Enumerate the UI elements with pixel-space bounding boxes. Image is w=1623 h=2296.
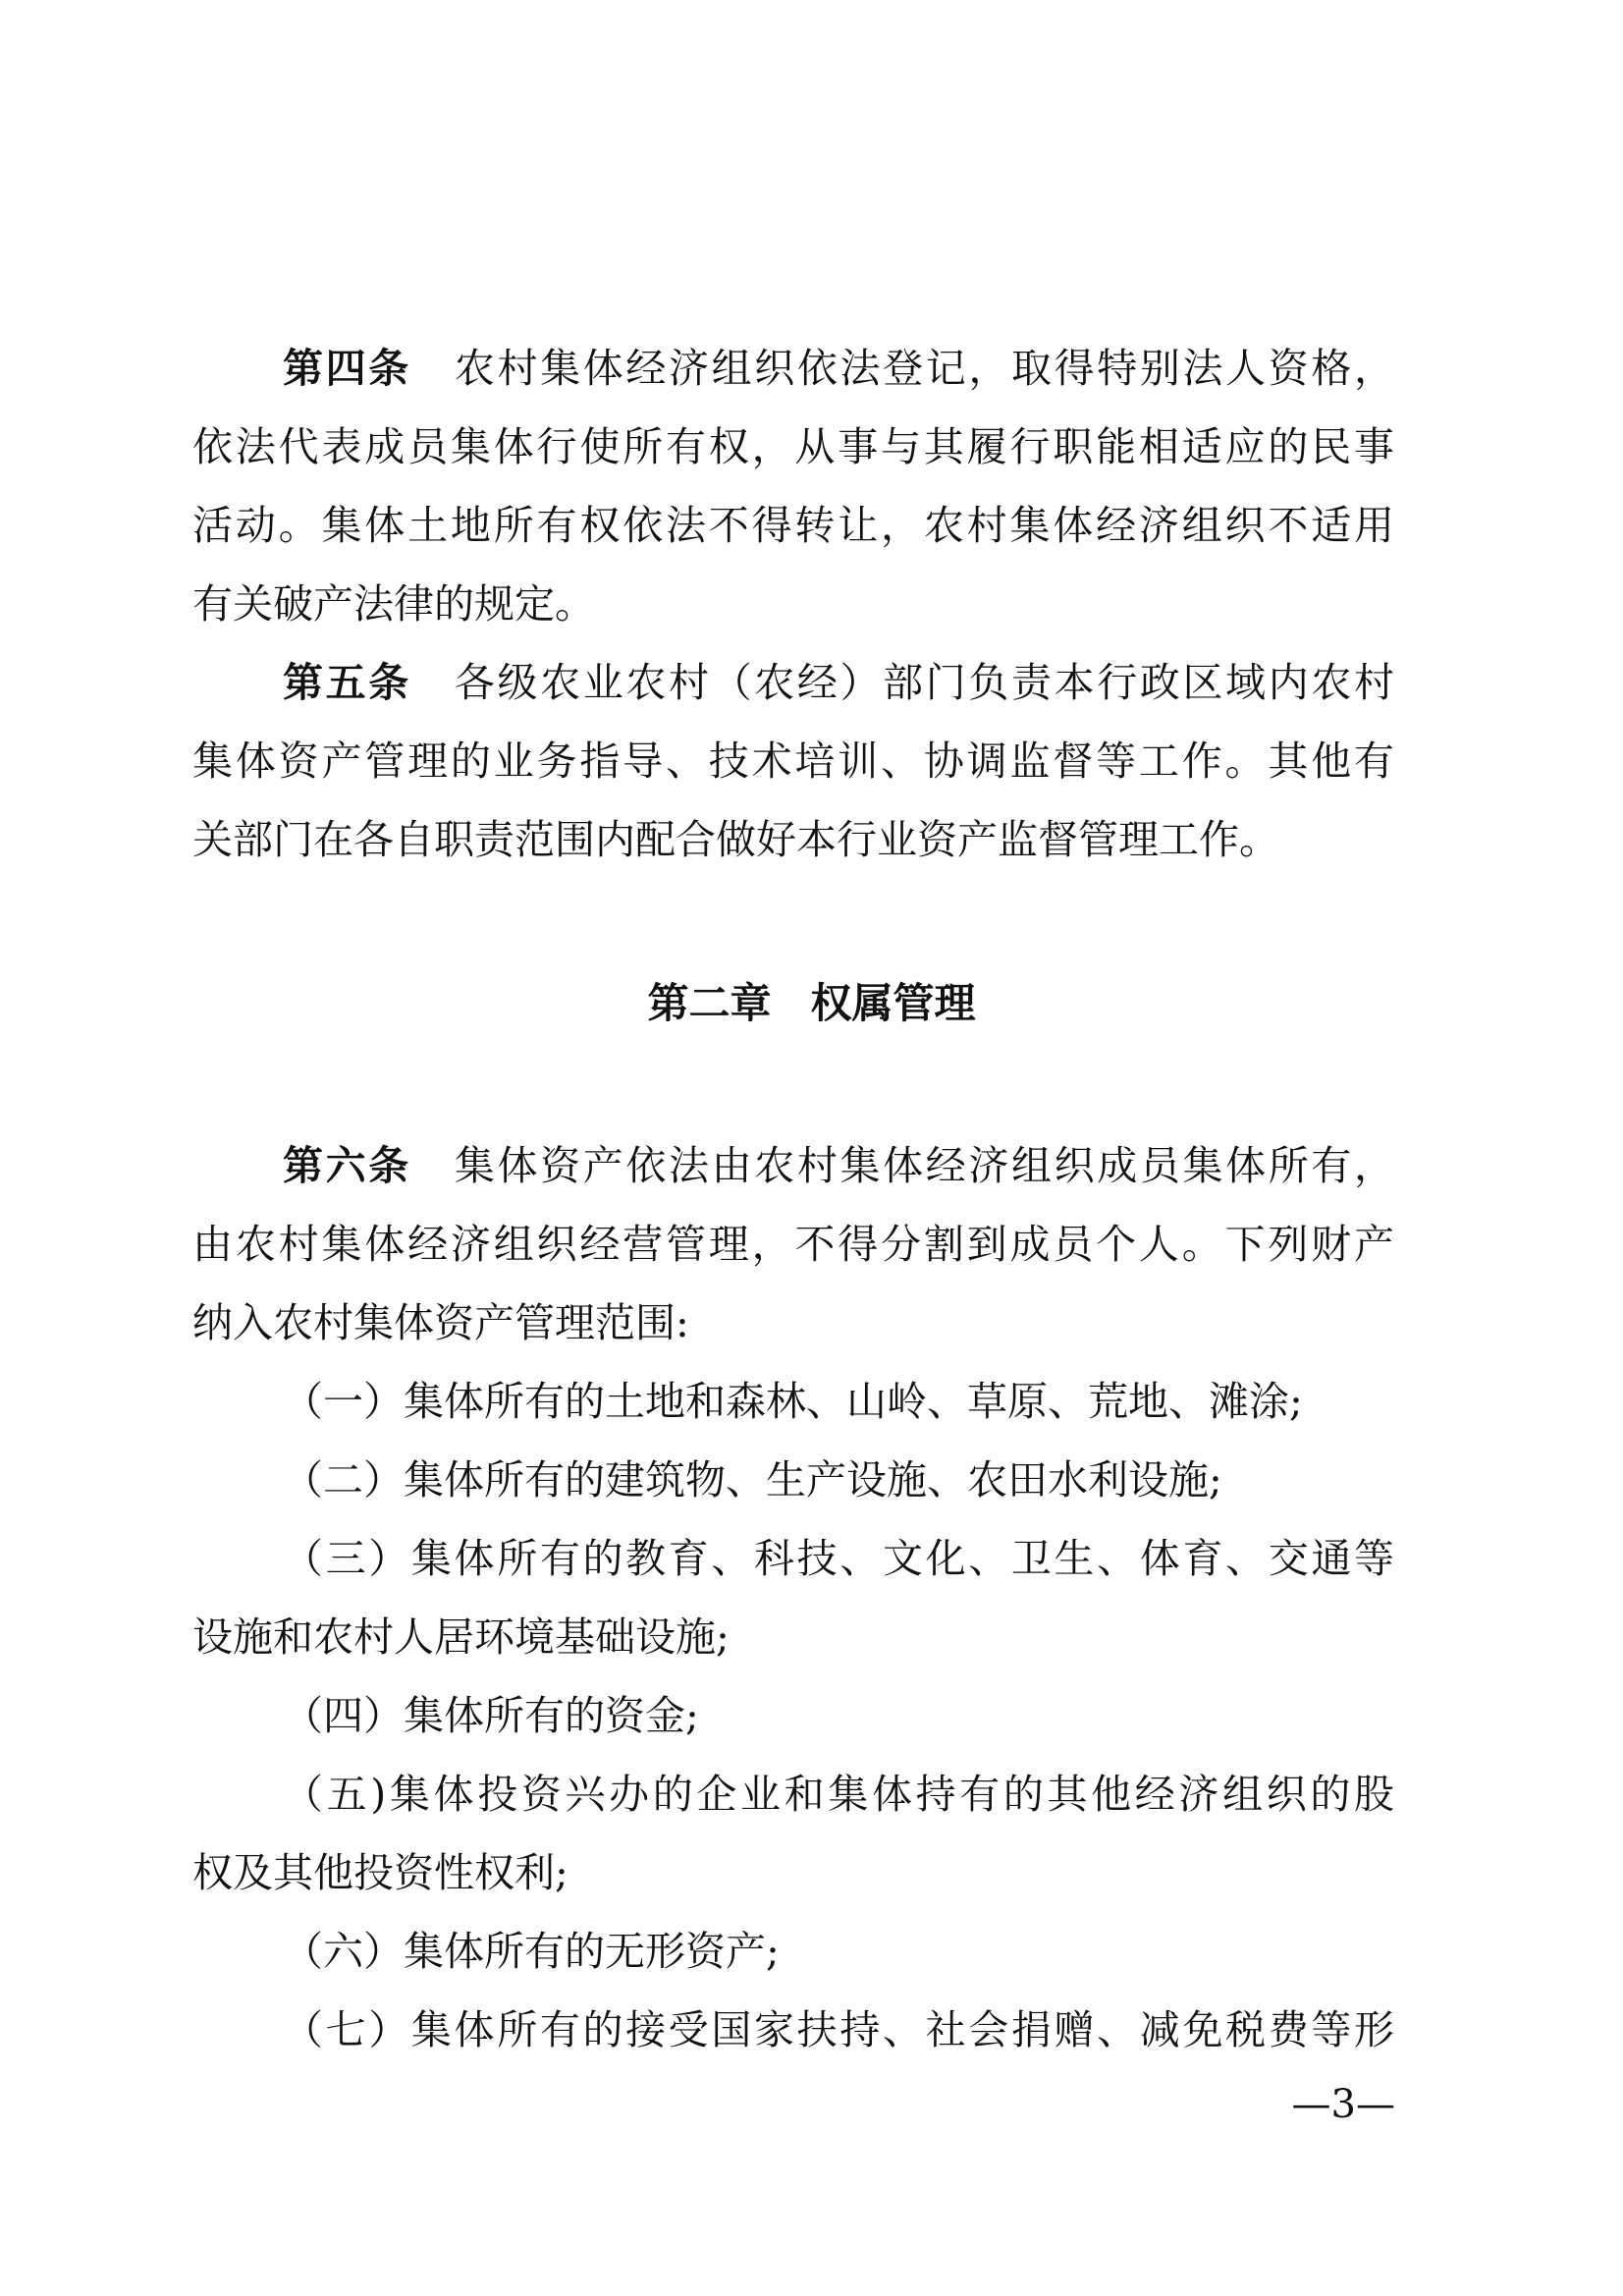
list-item-1: （一）集体所有的土地和森林、山岭、草原、荒地、滩涂;: [283, 1378, 1303, 1425]
article5-line-1: [283, 653, 1394, 712]
list-item-2: （二）集体所有的建筑物、生产设施、农田水利设施;: [283, 1456, 1222, 1503]
article4-line-2: 依法代表成员集体行使所有权，从事与其履行职能相适应的民事: [192, 423, 1394, 470]
list-item-6: （六）集体所有的无形资产;: [283, 1928, 780, 1975]
article6-heading: 第六条: [283, 1142, 411, 1189]
list-item-5-line-2: 权及其他投资性权利;: [192, 1849, 568, 1896]
list-item-3-line-2: 设施和农村人居环境基础设施;: [192, 1613, 730, 1661]
article6-line-2: 由农村集体经济组织经营管理，不得分割到成员个人。下列财产: [192, 1221, 1394, 1268]
list-item-5-line-1: （五)集体投资兴办的企业和集体持有的其他经济组织的股: [283, 1771, 1394, 1818]
article4-line-3: 活动。集体土地所有权依法不得转让，农村集体经济组织不适用: [192, 502, 1394, 549]
page-number: —3—: [1291, 2082, 1395, 2127]
article6-text-1: 集体资产依法由农村集体经济组织成员集体所有，: [454, 1142, 1394, 1189]
article4-heading: 第四条: [283, 345, 411, 392]
article5-text-1: 各级农业农村（农经）部门负责本行政区域内农村: [454, 659, 1394, 706]
chapter-heading: [0, 974, 1623, 1033]
list-item-7-line-1: （七）集体所有的接受国家扶持、社会捐赠、减免税费等形: [283, 2006, 1394, 2053]
article5-heading: 第五条: [283, 659, 411, 706]
chapter-title: 权属管理: [810, 979, 976, 1027]
article4-line-4: 有关破产法律的规定。: [192, 580, 595, 628]
article4-line-1: [283, 339, 1394, 398]
article5-line-2: 集体资产管理的业务指导、技术培训、协调监督等工作。其他有: [192, 738, 1394, 785]
article4-text-1: 农村集体经济组织依法登记，取得特别法人资格，: [454, 345, 1394, 392]
article6-line-3: 纳入农村集体资产管理范围:: [192, 1299, 689, 1346]
article5-line-3: 关部门在各自职责范围内配合做好本行业资产监督管理工作。: [192, 816, 1279, 863]
article6-line-1: [283, 1136, 1394, 1195]
chapter-number: 第二章: [647, 979, 772, 1027]
list-item-4: （四）集体所有的资金;: [283, 1692, 699, 1739]
list-item-3-line-1: （三）集体所有的教育、科技、文化、卫生、体育、交通等: [283, 1535, 1394, 1582]
